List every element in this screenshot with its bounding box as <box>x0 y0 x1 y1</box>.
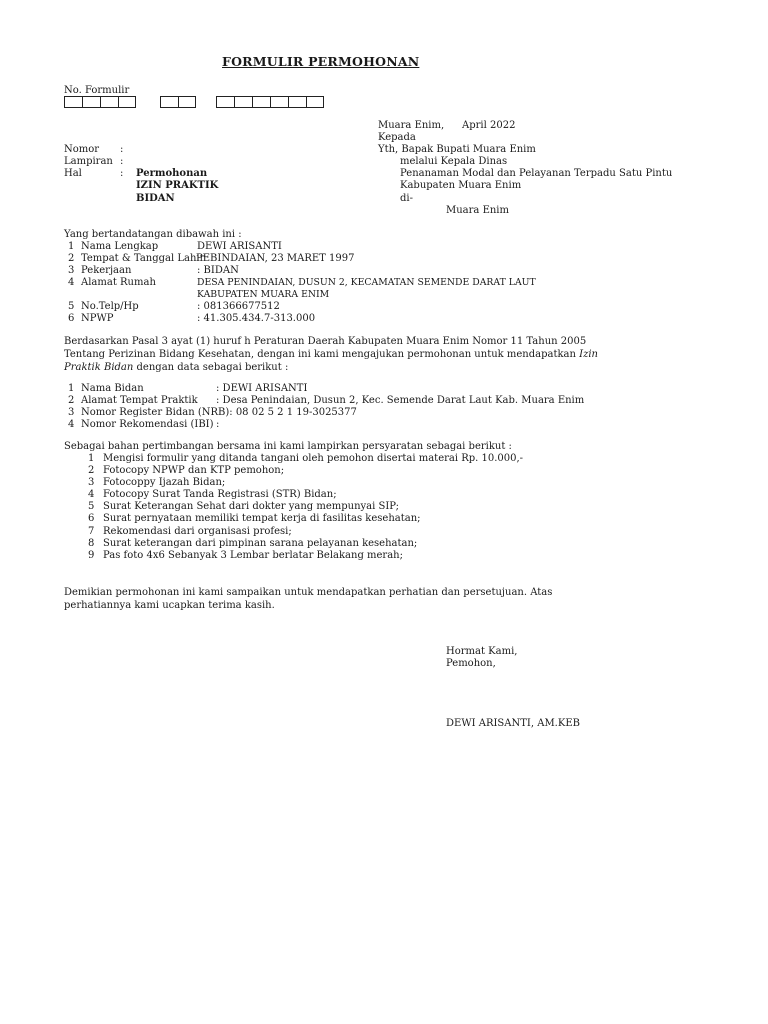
nomor-label: Nomor <box>64 144 100 155</box>
closing-paragraph: Demikian permohonan ini kami sampaikan untuk mendapatkan perhatian dan persetujuan. Atas perhatiannya kami ucapkan terima kasih. <box>64 587 553 611</box>
letter-date: April 2022 <box>462 120 516 131</box>
form-number-box[interactable] <box>118 96 136 108</box>
form-number-box[interactable] <box>288 96 306 108</box>
form-number-box[interactable] <box>64 96 82 108</box>
form-number-box[interactable] <box>252 96 270 108</box>
lampiran-label: Lampiran <box>64 156 113 167</box>
attachment-num: 8 <box>88 538 95 549</box>
form-number-box[interactable] <box>100 96 118 108</box>
midwife-row-num: 2 <box>68 395 75 406</box>
applicant-row-label: Tempat & Tanggal Lahir <box>81 253 205 264</box>
document-title: FORMULIR PERMOHONAN <box>222 54 420 69</box>
attachment-item: Fotocoppy Ijazah Bidan; <box>103 477 226 488</box>
applicant-row-value: : 081366677512 <box>197 301 280 312</box>
applicant-row-num: 2 <box>68 253 75 264</box>
basis-paragraph <box>64 335 604 374</box>
form-number-box[interactable] <box>270 96 288 108</box>
form-number-box[interactable] <box>234 96 252 108</box>
nomor-colon: : <box>120 144 124 155</box>
form-number-label: No. Formulir <box>64 85 130 96</box>
applicant-row-value: : 41.305.434.7-313.000 <box>197 313 316 324</box>
attachment-item: Surat keterangan dari pimpinan sarana pelayanan kesehatan; <box>103 538 418 549</box>
form-number-box[interactable] <box>306 96 324 108</box>
applicant-row-num: 6 <box>68 313 75 324</box>
form-number-boxes-group-1 <box>64 96 136 108</box>
attachment-item: Fotocopy Surat Tanda Registrasi (STR) Bidan; <box>103 489 337 500</box>
attachment-num: 3 <box>88 477 95 488</box>
form-number-box[interactable] <box>216 96 234 108</box>
applicant-row-label: Pekerjaan <box>81 265 132 276</box>
midwife-row-num: 3 <box>68 407 75 418</box>
midwife-row-num: 1 <box>68 383 75 394</box>
attachment-item: Fotocopy NPWP dan KTP pemohon; <box>103 465 285 476</box>
applicant-row-label: No.Telp/Hp <box>81 301 139 312</box>
closing-role: Pemohon, <box>446 658 496 669</box>
midwife-row-label: Nomor Rekomendasi (IBI) <box>81 419 214 430</box>
attachment-num: 6 <box>88 513 95 524</box>
form-number-boxes-group-2 <box>160 96 196 108</box>
applicant-row-num: 4 <box>68 277 75 288</box>
applicant-row-value: DEWI ARISANTI <box>197 241 282 252</box>
midwife-row-label: Nama Bidan <box>81 383 144 394</box>
form-number-box[interactable] <box>160 96 178 108</box>
closing-regards: Hormat Kami, <box>446 646 518 657</box>
attachment-num: 4 <box>88 489 95 500</box>
signer-name: DEWI ARISANTI, AM.KEB <box>446 718 580 729</box>
hal-line: IZIN PRAKTIK <box>136 180 219 191</box>
applicant-row-value: : BIDAN <box>197 265 239 276</box>
kepada-label: Kepada <box>378 132 416 143</box>
basis-tail: dengan data sebagai berikut : <box>136 362 289 373</box>
hal-label: Hal <box>64 168 82 179</box>
hal-colon: : <box>120 168 124 179</box>
attachment-num: 2 <box>88 465 95 476</box>
attachment-item: Rekomendasi dari organisasi profesi; <box>103 526 292 537</box>
letter-place: Muara Enim, <box>378 120 445 131</box>
form-number-boxes-group-3 <box>216 96 324 108</box>
recipient-line: Yth, Bapak Bupati Muara Enim <box>378 144 536 155</box>
recipient-line: Kabupaten Muara Enim <box>400 180 522 191</box>
applicant-row-num: 1 <box>68 241 75 252</box>
applicant-intro: Yang bertandatangan dibawah ini : <box>64 229 242 240</box>
midwife-row-label: Nomor Register Bidan (NRB): 08 02 5 2 1 19-3025377 <box>81 407 357 418</box>
midwife-row-value: : Desa Penindaian, Dusun 2, Kec. Semende Darat Laut Kab. Muara Enim <box>216 395 585 406</box>
applicant-row-value: PEBINDAIAN, 23 MARET 1997 <box>196 253 355 264</box>
midwife-row-value: : <box>216 419 220 430</box>
applicant-row-num: 5 <box>68 301 75 312</box>
applicant-row-value: DESA PENINDAIAN, DUSUN 2, KECAMATAN SEMENDE DARAT LAUT <box>197 277 536 288</box>
recipient-line: Penanaman Modal dan Pelayanan Terpadu Satu Pintu <box>400 168 673 179</box>
basis-italic: Izin Praktik Bidan <box>64 349 598 373</box>
attachment-num: 5 <box>88 501 95 512</box>
basis-text: Berdasarkan Pasal 3 ayat (1) huruf h Peraturan Daerah Kabupaten Muara Enim Nomor 11 Tahun 2005 Tentang Perizinan Bidang Kesehatan, dengan ini kami mengajukan permohonan untuk mendapatkan <box>64 336 587 360</box>
form-number-box[interactable] <box>82 96 100 108</box>
attachments-intro: Sebagai bahan pertimbangan bersama ini kami lampirkan persyaratan sebagai berikut : <box>64 441 512 452</box>
midwife-row-label: Alamat Tempat Praktik <box>81 395 198 406</box>
attachment-item: Pas foto 4x6 Sebanyak 3 Lembar berlatar Belakang merah; <box>103 550 403 561</box>
attachment-num: 1 <box>88 453 95 464</box>
hal-line: Permohonan <box>136 168 208 179</box>
attachment-num: 7 <box>88 526 95 537</box>
attachment-num: 9 <box>88 550 95 561</box>
applicant-row-label: Nama Lengkap <box>81 241 159 252</box>
form-number-box[interactable] <box>178 96 196 108</box>
recipient-line: di- <box>400 193 413 204</box>
lampiran-colon: : <box>120 156 124 167</box>
applicant-row-label: NPWP <box>81 313 114 324</box>
hal-line: BIDAN <box>136 193 175 204</box>
recipient-line: melalui Kepala Dinas <box>400 156 508 167</box>
midwife-row-value: : DEWI ARISANTI <box>216 383 308 394</box>
applicant-row-num: 3 <box>68 265 75 276</box>
applicant-row-label: Alamat Rumah <box>81 277 156 288</box>
attachment-item: Mengisi formulir yang ditanda tangani oleh pemohon disertai materai Rp. 10.000,- <box>103 453 524 464</box>
attachment-item: Surat pernyataan memiliki tempat kerja di fasilitas kesehatan; <box>103 513 421 524</box>
attachment-item: Surat Keterangan Sehat dari dokter yang mempunyai SIP; <box>103 501 400 512</box>
applicant-row-value-cont: KABUPATEN MUARA ENIM <box>197 289 330 300</box>
midwife-row-num: 4 <box>68 419 75 430</box>
recipient-line: Muara Enim <box>446 205 509 216</box>
